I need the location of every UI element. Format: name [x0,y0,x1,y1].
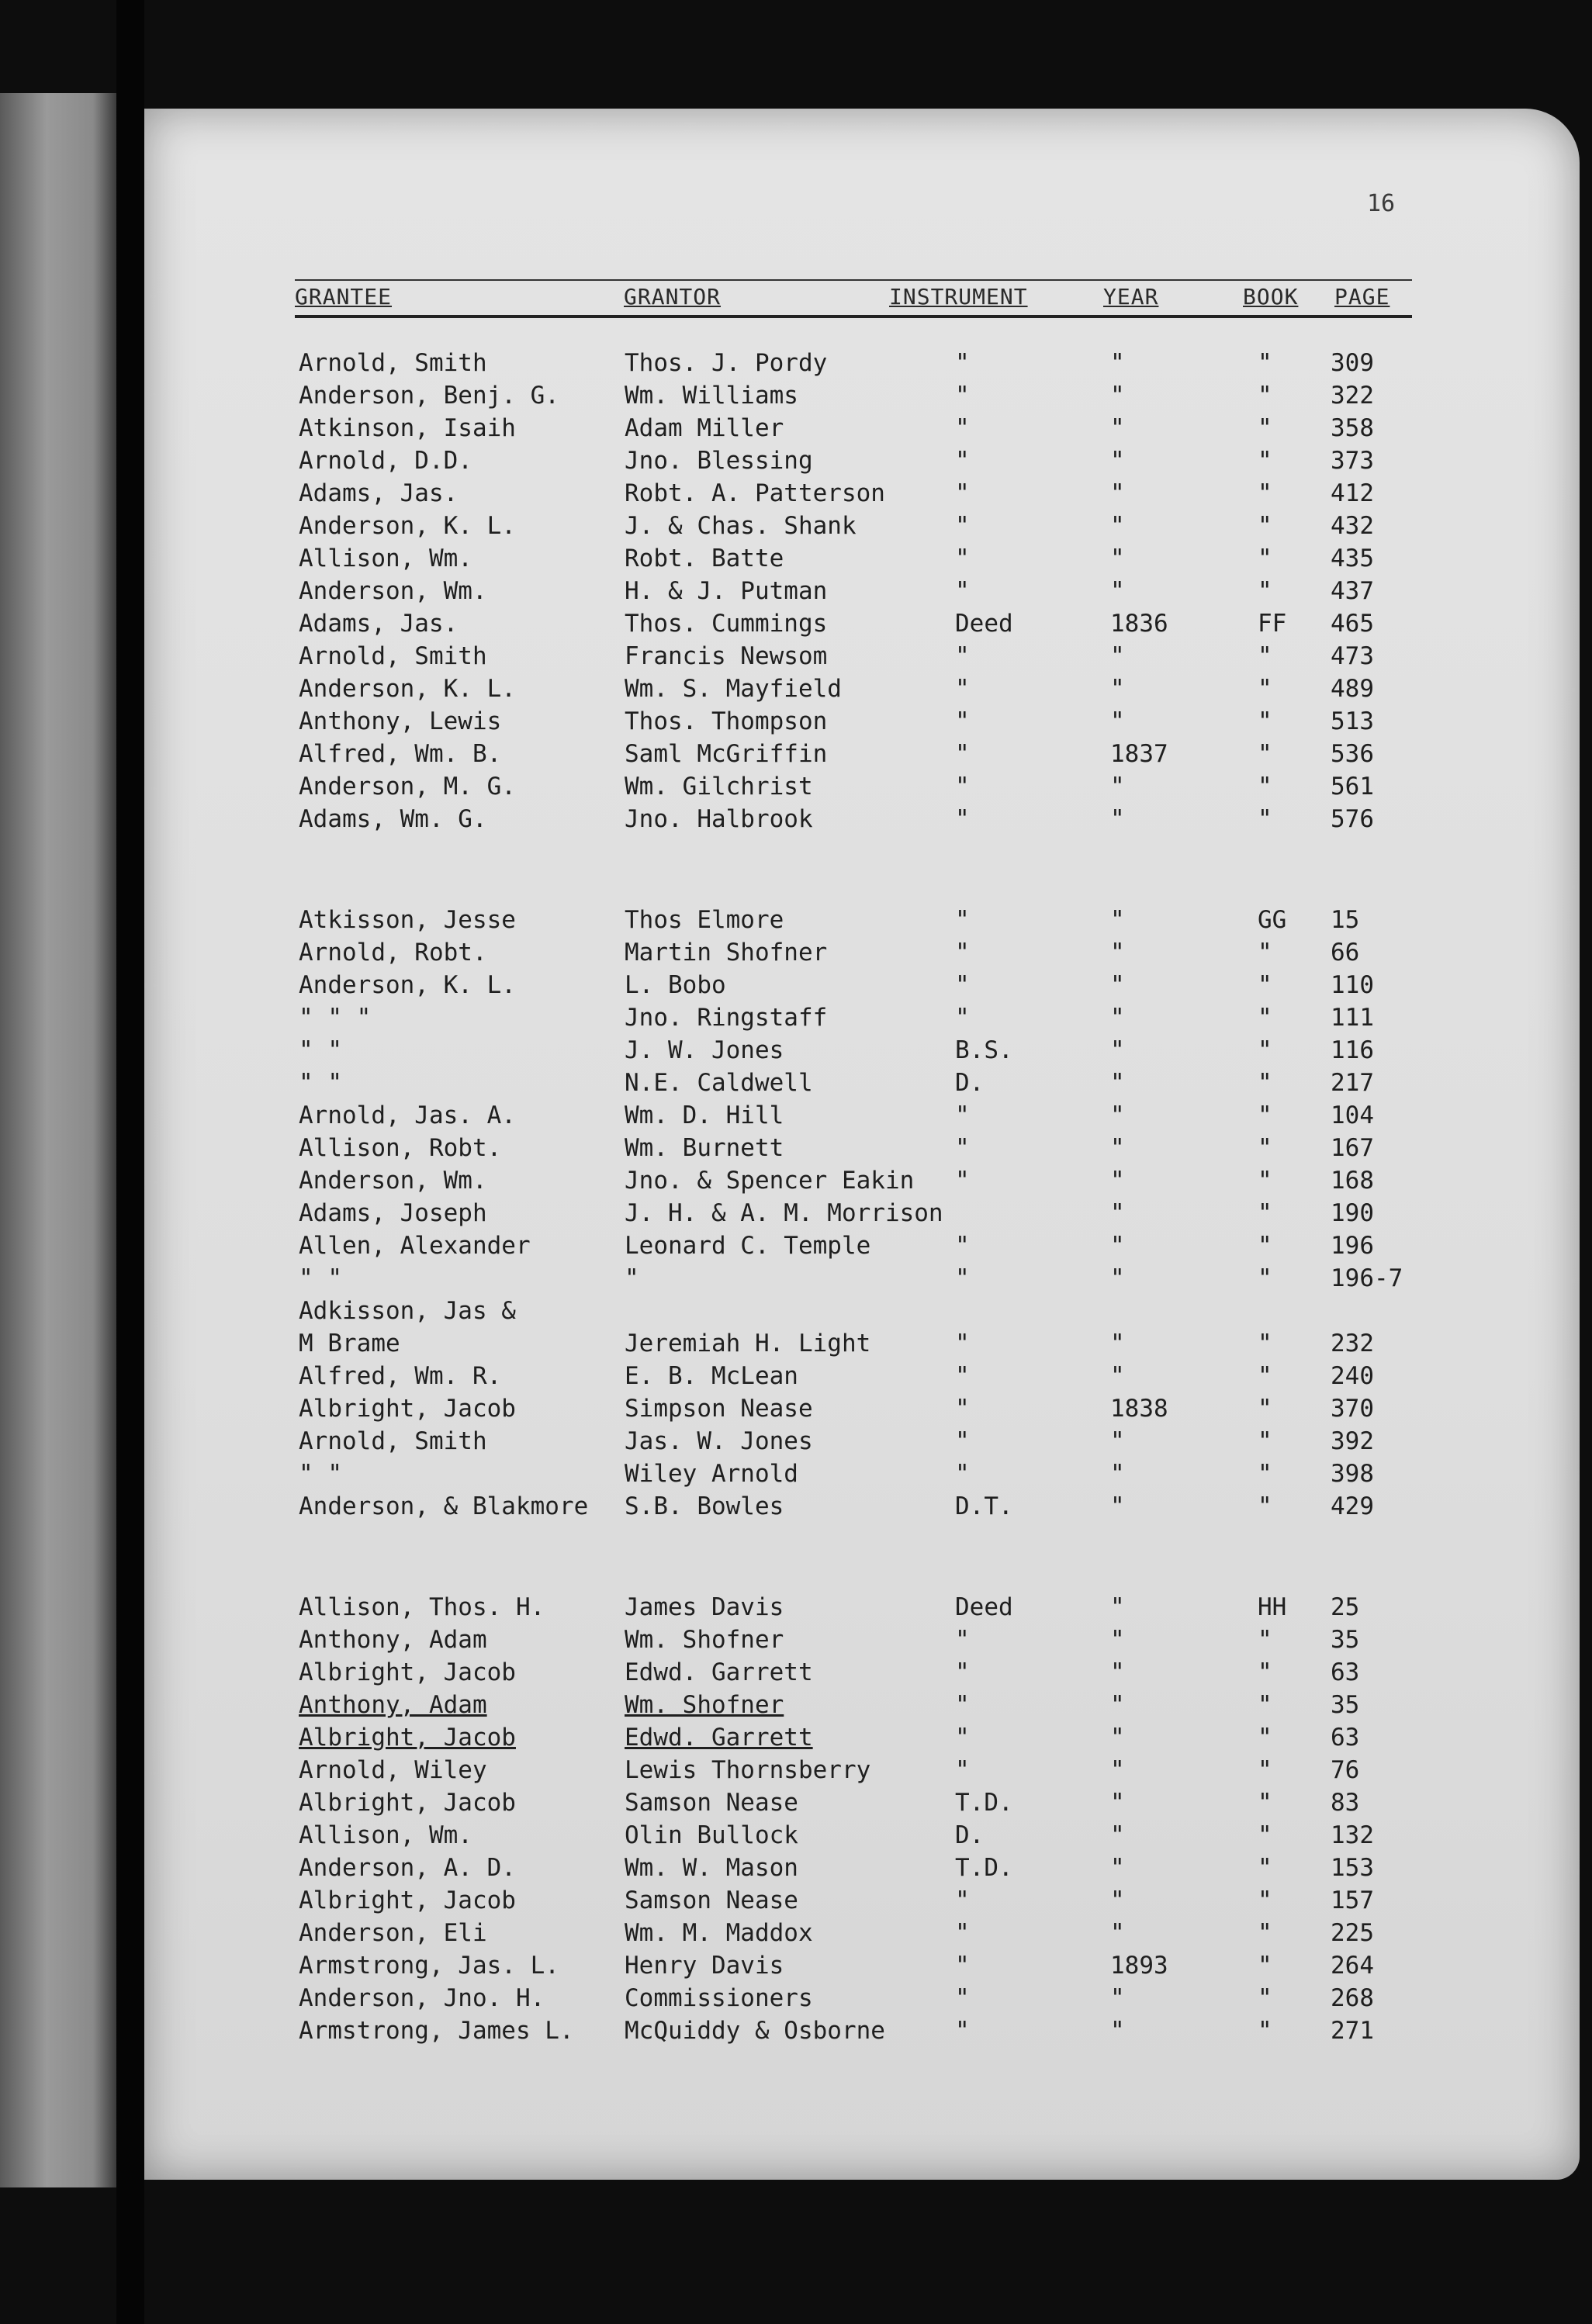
cell-book: " [1258,1952,1272,1980]
cell-page: 132 [1331,1821,1374,1849]
cell-instrument: D.T. [955,1492,1013,1520]
cell-grantee: Adkisson, Jas & [299,1297,516,1325]
cell-book: " [1258,545,1272,572]
cell-page: 513 [1331,707,1374,735]
cell-instrument: D. [955,1069,985,1097]
cell-book: " [1258,1427,1272,1455]
cell-year: " [1110,414,1125,442]
cell-instrument: " [955,479,970,507]
cell-page: 398 [1331,1460,1374,1488]
cell-book: " [1258,1854,1272,1882]
cell-grantee: Adams, Joseph [299,1199,487,1227]
cell-book: " [1258,773,1272,801]
cell-page: 576 [1331,805,1374,833]
cell-year: " [1110,1492,1125,1520]
cell-grantee: Allison, Thos. H. [299,1593,545,1621]
cell-instrument: " [955,1167,970,1195]
cell-grantee: Arnold, Smith [299,1427,487,1455]
cell-year: " [1110,577,1125,605]
cell-year: " [1110,805,1125,833]
cell-instrument: B.S. [955,1036,1013,1064]
header-grantor: GRANTOR [624,284,722,310]
cell-grantee: Alfred, Wm. R. [299,1362,502,1390]
cell-year: " [1110,1593,1125,1621]
cell-grantor: Lewis Thornsberry [625,1756,871,1784]
cell-year: " [1110,707,1125,735]
cell-grantor: Samson Nease [625,1789,798,1817]
cell-instrument: " [955,906,970,934]
cell-grantor: Jno. Halbrook [625,805,813,833]
cell-page: 373 [1331,447,1374,475]
cell-instrument: " [955,1395,970,1423]
cell-grantor: Jno. & Spencer Eakin [625,1167,915,1195]
cell-grantor: Commissioners [625,1984,813,2012]
cell-year: " [1110,447,1125,475]
cell-instrument: " [955,349,970,377]
cell-instrument: " [955,1101,970,1129]
cell-year: " [1110,2017,1125,2045]
cell-grantor: Wm. Gilchrist [625,773,813,801]
cell-year: 1893 [1110,1952,1168,1980]
cell-book: " [1258,1134,1272,1162]
cell-grantor: Thos. J. Pordy [625,349,828,377]
header-instrument: INSTRUMENT [889,284,1028,310]
cell-grantee: Alfred, Wm. B. [299,740,502,768]
cell-grantor: James Davis [625,1593,784,1621]
cell-year: " [1110,1691,1125,1719]
cell-page: 76 [1331,1756,1360,1784]
cell-grantee: Allison, Wm. [299,1821,472,1849]
cell-page: 370 [1331,1395,1374,1423]
cell-year: " [1110,773,1125,801]
cell-page: 232 [1331,1330,1374,1357]
cell-year: " [1110,545,1125,572]
cell-book: " [1258,1492,1272,1520]
cell-page: 358 [1331,414,1374,442]
cell-grantee: Anderson, Wm. [299,1167,487,1195]
cell-grantor: Jno. Ringstaff [625,1004,828,1032]
cell-grantor: Edwd. Garrett [625,1724,813,1752]
cell-year: " [1110,971,1125,999]
cell-book: " [1258,939,1272,967]
cell-page: 83 [1331,1789,1360,1817]
cell-page: 561 [1331,773,1374,801]
cell-book: " [1258,1626,1272,1654]
cell-year: 1836 [1110,610,1168,638]
cell-grantor: N.E. Caldwell [625,1069,813,1097]
cell-book: " [1258,414,1272,442]
cell-page: 240 [1331,1362,1374,1390]
cell-book: " [1258,1264,1272,1292]
cell-year: " [1110,1069,1125,1097]
cell-grantee: Adams, Jas. [299,479,459,507]
header-book: BOOK [1243,284,1299,310]
cell-grantor: L. Bobo [625,971,726,999]
cell-year: " [1110,479,1125,507]
cell-instrument: " [955,512,970,540]
cell-page: 167 [1331,1134,1374,1162]
cell-page: 322 [1331,382,1374,410]
cell-page: 110 [1331,971,1374,999]
cell-instrument: " [955,382,970,410]
cell-instrument: " [955,1626,970,1654]
cell-book: HH [1258,1593,1287,1621]
page-number: 16 [1367,190,1396,217]
cell-book: " [1258,1691,1272,1719]
cell-grantor: J. & Chas. Shank [625,512,857,540]
cell-instrument: " [955,1952,970,1980]
cell-grantor: Wm. Shofner [625,1691,784,1719]
cell-grantee: Adams, Wm. G. [299,805,487,833]
cell-page: 271 [1331,2017,1374,2045]
cell-year: " [1110,1330,1125,1357]
cell-grantee: Arnold, Smith [299,642,487,670]
cell-book: " [1258,675,1272,703]
cell-book: " [1258,1167,1272,1195]
cell-grantor: Thos. Cummings [625,610,828,638]
cell-instrument: " [955,1134,970,1162]
cell-grantee: Allison, Robt. [299,1134,502,1162]
cell-grantor: Jeremiah H. Light [625,1330,871,1357]
cell-page: 392 [1331,1427,1374,1455]
cell-grantor: Edwd. Garrett [625,1658,813,1686]
cell-grantee: Anderson, Wm. [299,577,487,605]
cell-grantee: Atkinson, Isaih [299,414,516,442]
cell-year: 1838 [1110,1395,1168,1423]
cell-year: " [1110,512,1125,540]
cell-grantor: J. W. Jones [625,1036,784,1064]
cell-grantor: H. & J. Putman [625,577,828,605]
cell-grantor: Henry Davis [625,1952,784,1980]
cell-instrument: " [955,1264,970,1292]
cell-book: " [1258,382,1272,410]
cell-instrument: " [955,939,970,967]
cell-instrument: " [955,1460,970,1488]
cell-grantee: Arnold, Wiley [299,1756,487,1784]
cell-year: " [1110,1362,1125,1390]
cell-page: 536 [1331,740,1374,768]
cell-instrument: " [955,1919,970,1947]
cell-page: 412 [1331,479,1374,507]
cell-book: " [1258,1004,1272,1032]
cell-book: " [1258,1658,1272,1686]
cell-instrument: Deed [955,610,1013,638]
cell-book: " [1258,805,1272,833]
cell-year: " [1110,1789,1125,1817]
cell-year: " [1110,1658,1125,1686]
cell-page: 489 [1331,675,1374,703]
cell-page: 432 [1331,512,1374,540]
cell-instrument: " [955,971,970,999]
cell-grantor: Martin Shofner [625,939,828,967]
cell-page: 465 [1331,610,1374,638]
cell-year: " [1110,1004,1125,1032]
cell-instrument: " [955,2017,970,2045]
cell-year: " [1110,1101,1125,1129]
cell-grantee: Arnold, Jas. A. [299,1101,516,1129]
cell-page: 437 [1331,577,1374,605]
cell-book: " [1258,1036,1272,1064]
cell-grantee: " " " [299,1004,372,1032]
cell-year: " [1110,1821,1125,1849]
cell-page: 196 [1331,1232,1374,1260]
cell-grantor: Jas. W. Jones [625,1427,813,1455]
cell-grantor: Wiley Arnold [625,1460,798,1488]
cell-book: " [1258,1821,1272,1849]
cell-instrument: " [955,1984,970,2012]
cell-grantor: Thos. Thompson [625,707,828,735]
cell-grantee: Anderson, M. G. [299,773,516,801]
cell-instrument: " [955,1232,970,1260]
cell-book: " [1258,1887,1272,1914]
header-page: PAGE [1334,284,1390,310]
cell-grantee: Albright, Jacob [299,1658,516,1686]
cell-year: " [1110,1232,1125,1260]
cell-page: 157 [1331,1887,1374,1914]
cell-year: " [1110,349,1125,377]
cell-year: " [1110,1036,1125,1064]
cell-grantor: Simpson Nease [625,1395,813,1423]
cell-year: " [1110,675,1125,703]
cell-grantee: Adams, Jas. [299,610,459,638]
cell-page: 25 [1331,1593,1360,1621]
cell-year: " [1110,1919,1125,1947]
cell-grantee: Anderson, Jno. H. [299,1984,545,2012]
cell-year: " [1110,1427,1125,1455]
cell-page: 153 [1331,1854,1374,1882]
cell-page: 225 [1331,1919,1374,1947]
cell-grantor: Thos Elmore [625,906,784,934]
cell-book: " [1258,1362,1272,1390]
cell-instrument: T.D. [955,1789,1013,1817]
cell-year: " [1110,1199,1125,1227]
cell-year: " [1110,939,1125,967]
cell-grantee: Albright, Jacob [299,1724,516,1752]
cell-grantor: Adam Miller [625,414,784,442]
cell-page: 63 [1331,1724,1360,1752]
cell-book: " [1258,1984,1272,2012]
cell-page: 268 [1331,1984,1374,2012]
cell-grantor: Olin Bullock [625,1821,798,1849]
cell-book: " [1258,349,1272,377]
cell-page: 473 [1331,642,1374,670]
header-year: YEAR [1103,284,1159,310]
cell-year: " [1110,1887,1125,1914]
cell-book: " [1258,1199,1272,1227]
cell-instrument: " [955,414,970,442]
cell-grantee: Anderson, Eli [299,1919,487,1947]
cell-grantor: Wm. Williams [625,382,798,410]
cell-book: " [1258,577,1272,605]
cell-page: 104 [1331,1101,1374,1129]
cell-instrument: " [955,1658,970,1686]
cell-book: " [1258,1330,1272,1357]
cell-year: " [1110,1984,1125,2012]
cell-grantor: Wm. Burnett [625,1134,784,1162]
cell-instrument: " [955,1724,970,1752]
cell-grantee: Albright, Jacob [299,1789,516,1817]
cell-page: 196-7 [1331,1264,1403,1292]
cell-page: 66 [1331,939,1360,967]
cell-instrument: D. [955,1821,985,1849]
cell-instrument: " [955,805,970,833]
cell-grantor: Leonard C. Temple [625,1232,871,1260]
cell-grantor: Wm. W. Mason [625,1854,798,1882]
cell-page: 264 [1331,1952,1374,1980]
cell-grantee: Arnold, Smith [299,349,487,377]
cell-year: " [1110,1460,1125,1488]
cell-grantee: M Brame [299,1330,400,1357]
cell-grantee: Anderson, K. L. [299,512,516,540]
cell-book: " [1258,740,1272,768]
cell-grantee: Anderson, A. D. [299,1854,516,1882]
cell-year: " [1110,1626,1125,1654]
cell-book: " [1258,1789,1272,1817]
book-binding [116,0,144,2324]
cell-year: 1837 [1110,740,1168,768]
cell-instrument: T.D. [955,1854,1013,1882]
cell-instrument: " [955,642,970,670]
cell-grantee: Anderson, K. L. [299,675,516,703]
cell-book: GG [1258,906,1287,934]
cell-book: " [1258,1069,1272,1097]
cell-grantee: Arnold, D.D. [299,447,472,475]
cell-page: 116 [1331,1036,1374,1064]
cell-book: " [1258,1724,1272,1752]
cell-grantee: Anthony, Lewis [299,707,502,735]
cell-year: " [1110,1167,1125,1195]
cell-page: 35 [1331,1691,1360,1719]
cell-grantee: Atkisson, Jesse [299,906,516,934]
cell-grantee: Anthony, Adam [299,1691,487,1719]
cell-page: 111 [1331,1004,1374,1032]
cell-grantee: Arnold, Robt. [299,939,487,967]
cell-page: 190 [1331,1199,1374,1227]
cell-grantee: " " [299,1460,342,1488]
cell-page: 35 [1331,1626,1360,1654]
cell-instrument: Deed [955,1593,1013,1621]
cell-year: " [1110,382,1125,410]
cell-grantor: Saml McGriffin [625,740,828,768]
cell-instrument: " [955,740,970,768]
cell-page: 63 [1331,1658,1360,1686]
cell-year: " [1110,1134,1125,1162]
cell-year: " [1110,642,1125,670]
cell-grantee: " " [299,1069,342,1097]
header-rule [295,279,1412,281]
cell-book: " [1258,1756,1272,1784]
cell-grantor: Wm. S. Mayfield [625,675,842,703]
cell-grantor: Samson Nease [625,1887,798,1914]
cell-book: " [1258,1232,1272,1260]
cell-year: " [1110,1854,1125,1882]
cell-grantee: " " [299,1264,342,1292]
cell-instrument: " [955,1887,970,1914]
cell-book: " [1258,2017,1272,2045]
cell-book: " [1258,512,1272,540]
cell-instrument: " [955,1756,970,1784]
cell-instrument: " [955,577,970,605]
cell-instrument: " [955,1427,970,1455]
cell-instrument: " [955,447,970,475]
cell-instrument: " [955,1691,970,1719]
cell-book: " [1258,1919,1272,1947]
cell-book: " [1258,642,1272,670]
cell-book: " [1258,1460,1272,1488]
cell-page: 429 [1331,1492,1374,1520]
cell-page: 168 [1331,1167,1374,1195]
cell-instrument: " [955,773,970,801]
cell-grantee: Anthony, Adam [299,1626,487,1654]
cell-grantee: Armstrong, James L. [299,2017,574,2045]
cell-year: " [1110,1756,1125,1784]
cell-grantee: Armstrong, Jas. L. [299,1952,559,1980]
cell-page: 15 [1331,906,1360,934]
cell-instrument: " [955,707,970,735]
cell-book: " [1258,971,1272,999]
cell-book: " [1258,707,1272,735]
cell-grantor: J. H. & A. M. Morrison [625,1199,943,1227]
adjacent-page-edge [0,93,116,2187]
cell-grantee: Allen, Alexander [299,1232,531,1260]
cell-grantor: Wm. M. Maddox [625,1919,813,1947]
cell-instrument: " [955,675,970,703]
cell-grantee: Allison, Wm. [299,545,472,572]
cell-grantee: Anderson, Benj. G. [299,382,559,410]
cell-book: " [1258,1101,1272,1129]
cell-page: 435 [1331,545,1374,572]
cell-book: " [1258,1395,1272,1423]
cell-grantee: " " [299,1036,342,1064]
cell-grantor: Francis Newsom [625,642,828,670]
cell-grantor: McQuiddy & Osborne [625,2017,885,2045]
cell-page: 309 [1331,349,1374,377]
cell-page: 217 [1331,1069,1374,1097]
cell-year: " [1110,1264,1125,1292]
cell-grantor: Jno. Blessing [625,447,813,475]
cell-grantor: E. B. McLean [625,1362,798,1390]
column-header [295,279,1412,318]
cell-year: " [1110,1724,1125,1752]
cell-grantee: Anderson, & Blakmore [299,1492,589,1520]
cell-instrument: " [955,545,970,572]
cell-grantee: Albright, Jacob [299,1887,516,1914]
cell-grantor: " [625,1264,639,1292]
cell-book: " [1258,447,1272,475]
cell-book: FF [1258,610,1287,638]
cell-book: " [1258,479,1272,507]
cell-instrument: " [955,1330,970,1357]
cell-grantor: Robt. Batte [625,545,784,572]
cell-grantee: Anderson, K. L. [299,971,516,999]
cell-instrument: " [955,1004,970,1032]
cell-instrument: " [955,1362,970,1390]
cell-grantor: Wm. D. Hill [625,1101,784,1129]
cell-grantor: Wm. Shofner [625,1626,784,1654]
cell-grantee: Albright, Jacob [299,1395,516,1423]
cell-grantor: Robt. A. Patterson [625,479,885,507]
cell-grantor: S.B. Bowles [625,1492,784,1520]
header-grantee: GRANTEE [295,284,393,310]
cell-year: " [1110,906,1125,934]
